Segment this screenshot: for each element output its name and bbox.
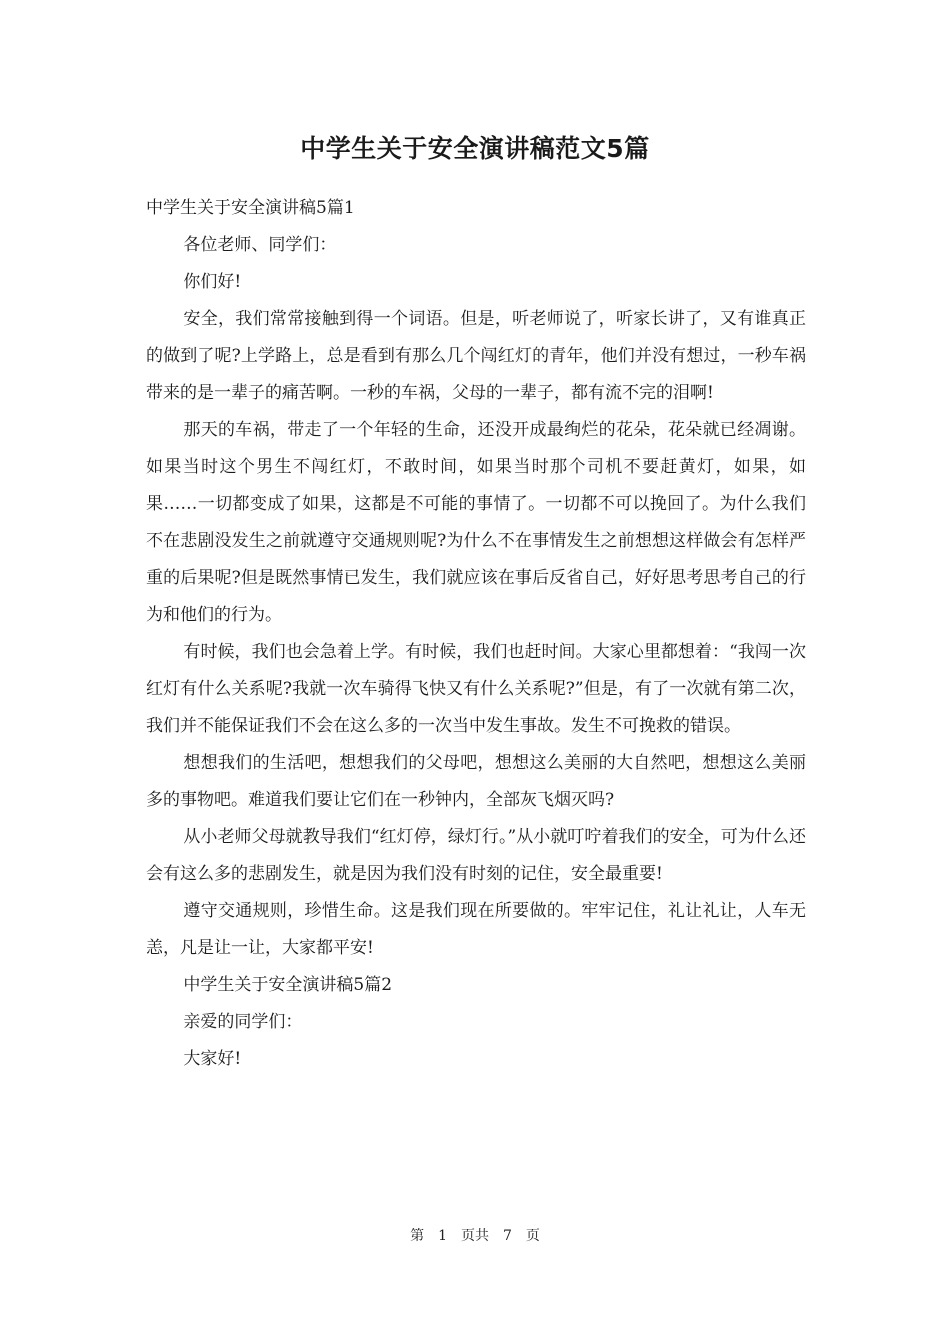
document-title: 中学生关于安全演讲稿范文5篇 [300, 134, 650, 163]
body-paragraph: 遵守交通规则，珍惜生命。这是我们现在所要做的。牢牢记住，礼让礼让，人车无恙，凡是让一让，大家都平安! [146, 901, 806, 958]
body-paragraph: 从小老师父母就教导我们“红灯停，绿灯行。”从小就叮咛着我们的安全，可为什么还会有这么多的悲剧发生，就是因为我们没有时刻的记住，安全最重要! [146, 827, 806, 884]
section-heading-1: 中学生关于安全演讲稿5篇1 [146, 198, 355, 218]
footer-prefix: 第 [410, 1228, 425, 1244]
body-paragraph: 有时候，我们也会急着上学。有时候，我们也赶时间。大家心里都想着：“我闯一次红灯有什么关系呢?我就一次车骑得飞快又有什么关系呢?”但是，有了一次就有第二次，我们并不能保证我们不会在这么多的一次当中发生事故。发生不可挽救的错误。 [146, 642, 806, 736]
footer-suffix: 页 [525, 1228, 540, 1244]
document-body [146, 190, 806, 1078]
body-paragraph: 安全，我们常常接触到得一个词语。但是，听老师说了，听家长讲了，又有谁真正的做到了呢?上学路上，总是看到有那么几个闯红灯的青年，他们并没有想过，一秒车祸带来的是一辈子的痛苦啊。一秒的车祸，父母的一辈子，都有流不完的泪啊! [146, 309, 806, 403]
salutation: 亲爱的同学们： [183, 1012, 303, 1032]
section-heading-2: 中学生关于安全演讲稿5篇2 [183, 975, 393, 995]
greeting: 你们好! [183, 272, 242, 292]
salutation: 各位老师、同学们： [183, 235, 337, 255]
page-footer [0, 1226, 950, 1246]
footer-middle: 页共 [461, 1228, 489, 1244]
body-paragraph: 那天的车祸，带走了一个年轻的生命，还没开成最绚烂的花朵，花朵就已经凋谢。如果当时这个男生不闯红灯，不敢时间，如果当时那个司机不要赶黄灯，如果，如果……一切都变成了如果，这都是不可能的事情了。一切都不可以挽回了。为什么我们不在悲剧没发生之前就遵守交通规则呢?为什么不在事情发生之前想想这样做会有怎样严重的后果呢?但是既然事情已发生，我们就应该在事后反省自己，好好思考思考自己的行为和他们的行为。 [146, 420, 806, 625]
greeting: 大家好! [183, 1049, 242, 1069]
footer-total-pages: 7 [503, 1228, 512, 1244]
footer-current-page: 1 [438, 1228, 447, 1244]
body-paragraph: 想想我们的生活吧，想想我们的父母吧，想想这么美丽的大自然吧，想想这么美丽多的事物吧。难道我们要让它们在一秒钟内，全部灰飞烟灭吗? [146, 753, 806, 810]
